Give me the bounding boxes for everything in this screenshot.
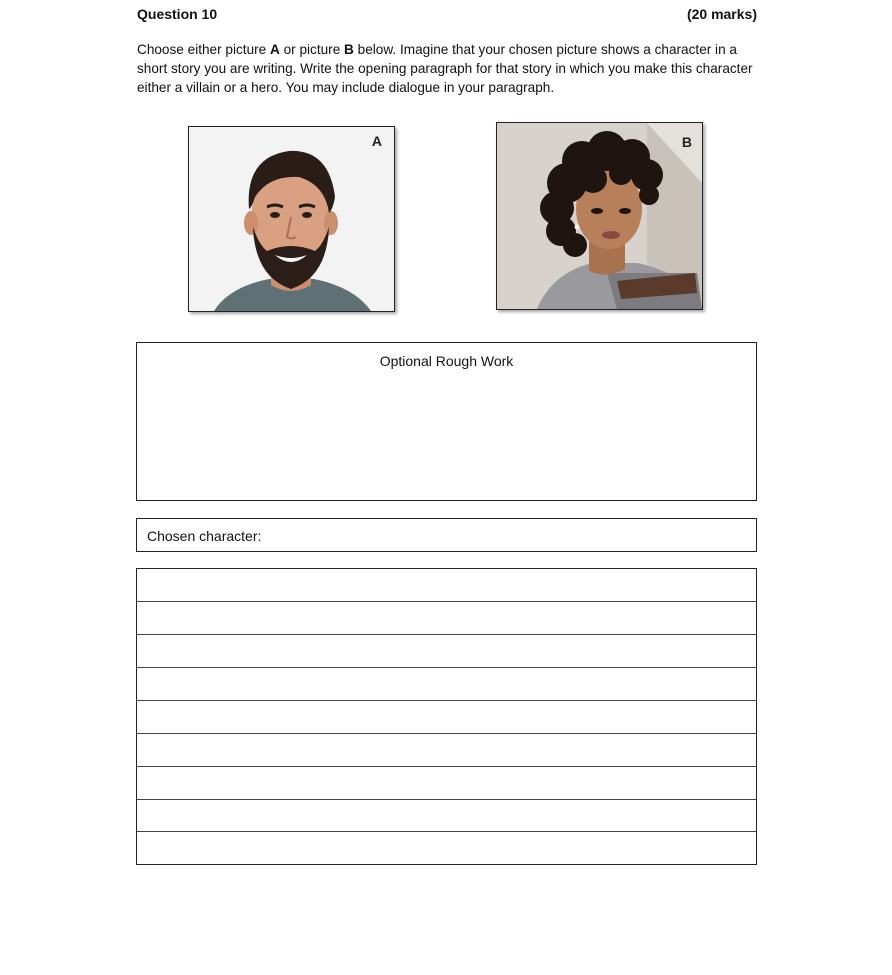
question-instructions	[137, 40, 762, 97]
instructions-picture-a: A	[270, 42, 280, 57]
answer-lines-box[interactable]	[136, 568, 757, 865]
answer-line	[137, 601, 756, 602]
picture-b	[496, 122, 703, 310]
answer-line	[137, 831, 756, 832]
answer-line	[137, 667, 756, 668]
instructions-text-3: below. Imagine that your chosen picture shows a character in a short story you are writing. Write the opening paragraph for that story in which you make this character either a villain or a hero. You may include dialogue in your paragraph.	[137, 42, 753, 95]
instructions-text-1: Choose either picture	[137, 42, 270, 57]
chosen-character-label: Chosen character:	[147, 528, 262, 544]
picture-a	[188, 126, 395, 312]
rough-work-label: Optional Rough Work	[379, 353, 514, 369]
rough-work-box[interactable]	[136, 342, 757, 501]
question-title: Question 10	[137, 6, 218, 22]
answer-line	[137, 766, 756, 767]
man-portrait-icon	[189, 127, 394, 311]
picture-b-label: B	[681, 134, 692, 150]
picture-a-label: A	[371, 133, 382, 149]
question-marks: (20 marks)	[686, 6, 757, 22]
instructions-text-2: or picture	[279, 42, 345, 57]
answer-line	[137, 733, 756, 734]
instructions-picture-b: B	[344, 42, 354, 57]
woman-portrait-icon	[497, 123, 702, 309]
answer-line	[137, 799, 756, 800]
answer-line	[137, 700, 756, 701]
chosen-character-field[interactable]	[136, 518, 757, 552]
answer-line	[137, 634, 756, 635]
